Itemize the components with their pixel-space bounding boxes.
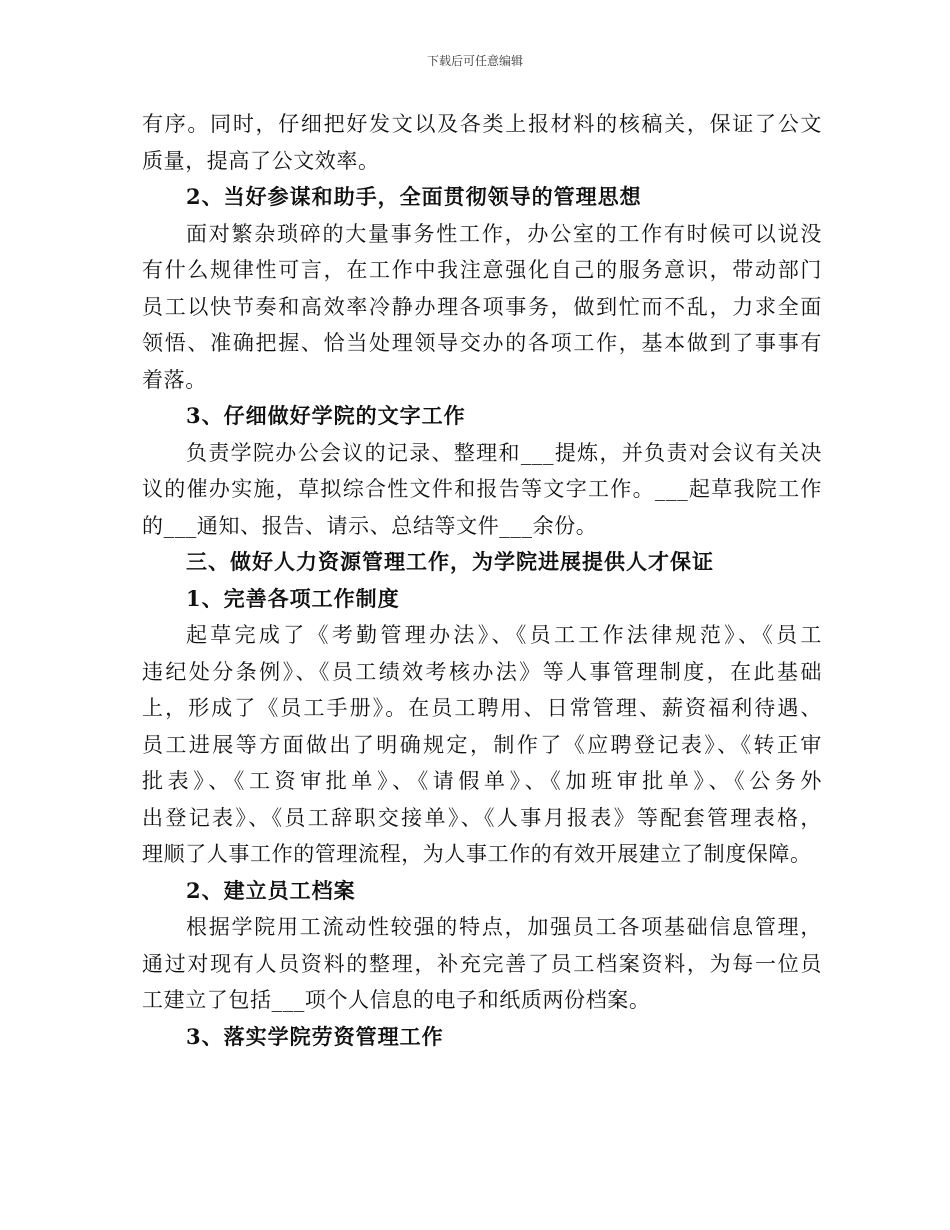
- text-line: 批表》、《工资审批单》、《请假单》、《加班审批单》、《公务外: [142, 769, 822, 793]
- text-line: 员工以快节奏和高效率冷静办理各项事务，做到忙而不乱，力求全面: [142, 294, 822, 319]
- page-header-note: 下载后可任意编辑: [426, 54, 523, 68]
- text-line: 工建立了包括___项个人信息的电子和纸质两份档案。: [142, 988, 651, 1012]
- section-heading: 1、完善各项工作制度: [186, 585, 400, 611]
- text-line: 员工进展等方面做出了明确规定，制作了《应聘登记表》、《转正审: [142, 732, 822, 757]
- text-line: 根据学院用工流动性较强的特点，加强员工各项基础信息管理，: [186, 915, 822, 939]
- text-line: 议的催办实施，草拟综合性文件和报告等文字工作。___起草我院工作: [142, 477, 822, 501]
- text-line: 面对繁杂琐碎的大量事务性工作，办公室的工作有时候可以说没: [186, 221, 822, 246]
- text-line: 的___通知、报告、请示、总结等文件___余份。: [142, 513, 598, 538]
- chapter-heading: 三、做好人力资源管理工作，为学院进展提供人才保证: [186, 549, 714, 574]
- text-line: 有序。同时，仔细把好发文以及各类上报材料的核稿关，保证了公文: [142, 112, 822, 136]
- text-line: 负责学院办公会议的记录、整理和___提炼，并负责对会议有关决: [186, 440, 822, 465]
- text-line: 着落。: [142, 367, 207, 392]
- text-line: 有什么规律性可言，在工作中我注意强化自己的服务意识，带动部门: [142, 258, 822, 282]
- section-heading: 3、仔细做好学院的文字工作: [186, 403, 466, 428]
- document-body: [142, 106, 822, 1055]
- text-line: 领悟、准确把握、恰当处理领导交办的各项工作，基本做到了事事有: [142, 331, 822, 355]
- text-line: 违纪处分条例》、《员工绩效考核办法》等人事管理制度，在此基础: [142, 659, 822, 684]
- text-line: 出登记表》、《员工辞职交接单》、《人事月报表》等配套管理表格，: [142, 805, 822, 830]
- text-line: 质量，提高了公文效率。: [142, 148, 380, 173]
- text-line: 起草完成了《考勤管理办法》、《员工工作法律规范》、《员工: [186, 623, 822, 647]
- section-heading: 2、当好参谋和助手，全面贯彻领导的管理思想: [186, 184, 642, 209]
- text-line: 理顺了人事工作的管理流程，为人事工作的有效开展建立了制度保障。: [142, 842, 812, 866]
- text-line: 通过对现有人员资料的整理，补充完善了员工档案资料，为每一位员: [142, 951, 822, 976]
- section-heading: 3、落实学院劳资管理工作: [186, 1023, 444, 1049]
- text-line: 上，形成了《员工手册》。在员工聘用、日常管理、薪资福利待遇、: [142, 696, 822, 720]
- section-heading: 2、建立员工档案: [186, 877, 356, 903]
